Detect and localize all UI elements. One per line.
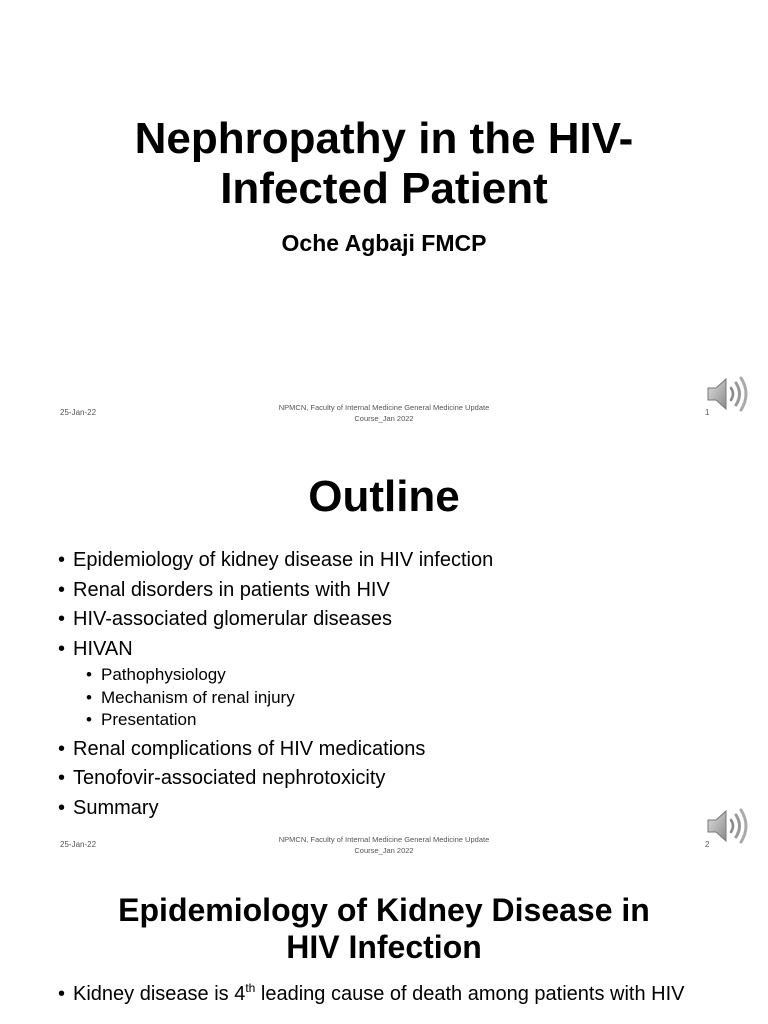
speaker-icon[interactable]: [704, 374, 752, 414]
author-name: Oche Agbaji FMCP: [281, 230, 487, 256]
slide-2: [0, 432, 768, 864]
sub-list-item: • Pathophysiology: [86, 665, 226, 684]
footer-course-line-2: Course_Jan 2022: [354, 414, 414, 423]
footer-course-line-1: NPMCN, Faculty of Internal Medicine General Medicine Update: [278, 835, 490, 844]
slide-title: [0, 114, 768, 214]
slide-1: [0, 0, 768, 432]
sub-list-item: • Mechanism of renal injury: [86, 687, 295, 707]
title-line-1: Epidemiology of Kidney Disease in: [118, 892, 650, 928]
list-item: • Epidemiology of kidney disease in HIV infection: [58, 549, 494, 571]
list-item: • Summary: [58, 796, 159, 819]
list-item: • Renal disorders in patients with HIV: [58, 578, 390, 601]
list-item: • HIVAN • Pathophysiology • Mechanism of renal injury • Presentation: [58, 635, 493, 735]
list-item: • Tenofovir-associated nephrotoxicity: [58, 767, 386, 789]
footer-date: 25-Jan-22: [60, 840, 97, 849]
sub-list: [58, 664, 493, 735]
title-line-1: Nephropathy in the HIV-: [134, 114, 634, 163]
list-item: • HIV-associated glomerular diseases: [58, 608, 393, 630]
content-list: [58, 982, 698, 1006]
footer-course: [244, 402, 524, 424]
list-item: • Kidney disease is 4th leading cause of death among patients with HIV: [58, 981, 685, 1005]
slide-number: 2: [705, 840, 710, 849]
footer-date: 25-Jan-22: [60, 408, 97, 417]
footer-course-line-1: NPMCN, Faculty of Internal Medicine General Medicine Update: [278, 403, 490, 412]
title-line-2: Infected Patient: [220, 164, 548, 213]
sub-list-item: • Presentation: [86, 710, 197, 729]
outline-list: [58, 546, 493, 823]
slide-number: 1: [705, 408, 710, 417]
footer-course: [244, 834, 524, 856]
slide-3: [0, 864, 768, 1024]
speaker-icon[interactable]: [704, 806, 752, 846]
footer-course-line-2: Course_Jan 2022: [354, 846, 414, 855]
list-item: • Renal complications of HIV medications: [58, 737, 426, 760]
slide-title: [0, 892, 768, 966]
slide-title: Outline: [308, 472, 460, 521]
title-line-2: HIV Infection: [286, 929, 482, 965]
